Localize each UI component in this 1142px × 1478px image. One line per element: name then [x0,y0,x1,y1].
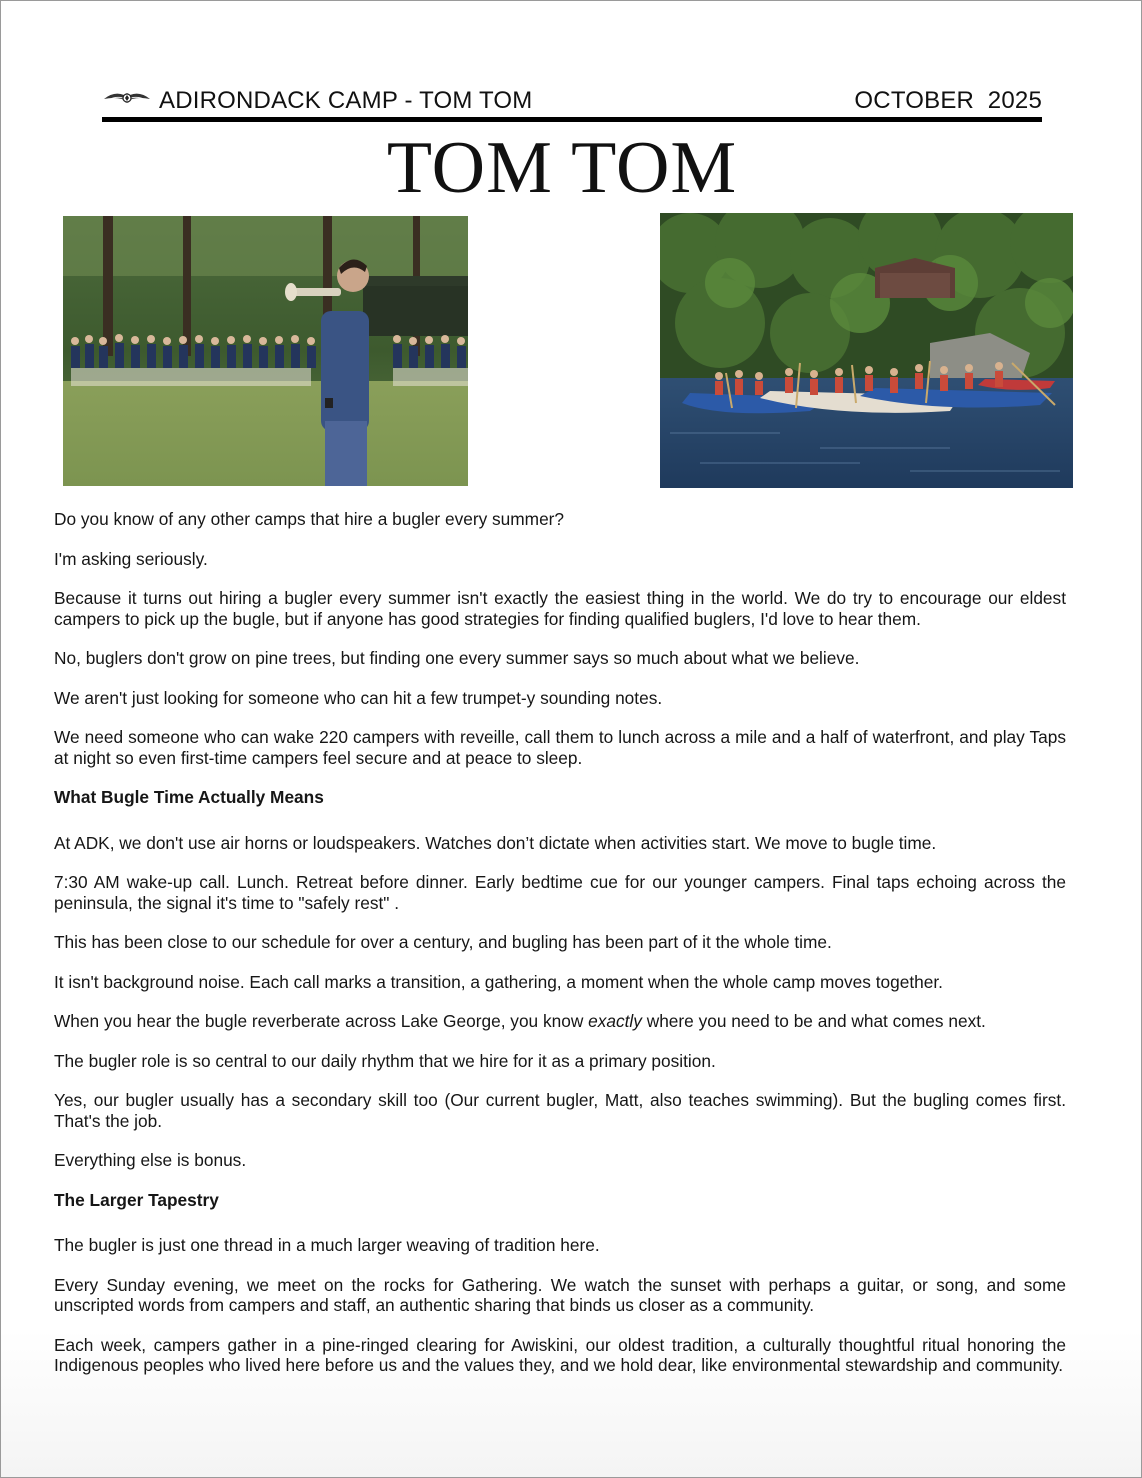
war-canoe-photo [660,213,1073,488]
article-body [54,509,1066,1395]
paragraph: No, buglers don't grow on pine trees, but finding one every summer says so much about what we believe. [54,648,860,668]
header-date: OCTOBER 2025 [854,87,1042,114]
paragraph [54,1011,1066,1032]
header-divider [102,117,1042,122]
section-heading: The Larger Tapestry [54,1189,219,1210]
paragraph: Yes, our bugler usually has a secondary skill too (Our current bugler, Matt, also teaches swimming). But the bugling comes first. That's the job. [54,1090,1066,1131]
paragraph: We need someone who can wake 220 campers with reveille, call them to lunch across a mile and a half of waterfront, and play Taps at night so even first-time campers feel secure and at peace to sleep. [54,727,1066,768]
paragraph: Do you know of any other camps that hire a bugler every summer? [54,509,565,529]
masthead-title: TOM TOM [386,127,738,209]
emphasis-text: exactly [588,1011,642,1031]
paragraph: I'm asking seriously. [54,548,208,569]
section-heading: What Bugle Time Actually Means [54,787,324,807]
paragraph: The bugler role is so central to our daily rhythm that we hire for it as a primary position. [54,1050,716,1071]
paragraph: The bugler is just one thread in a much larger weaving of tradition here. [54,1235,600,1255]
paragraph: Because it turns out hiring a bugler every summer isn't exactly the easiest thing in the world. We do try to encourage our eldest campers to pick up the bugle, but if anyone has good strategies for finding qualified buglers, I'd love to hear them. [54,588,1066,629]
paragraph: We aren't just looking for someone who can hit a few trumpet-y sounding notes. [54,687,663,708]
bugler-photo [63,216,468,486]
header-title: ADIRONDACK CAMP - TOM TOM [159,87,533,114]
paragraph: This has been close to our schedule for over a century, and bugling has been part of it the whole time. [54,932,832,952]
text-span: where you need to be and what comes next. [641,1011,986,1031]
text-span: When you hear the bugle reverberate across Lake George, you know [54,1011,589,1031]
paragraph: At ADK, we don't use air horns or loudspeakers. Watches don’t dictate when activities start. We move to bugle time. [54,832,937,853]
paragraph: Everything else is bonus. [54,1150,247,1170]
paragraph: Each week, campers gather in a pine-ringed clearing for Awiskini, our oldest tradition, a culturally thoughtful ritual honoring the Indigenous peoples who lived here before us and the values they, and we hold dear, like environmental stewardship and community. [54,1334,1066,1375]
paragraph: It isn't background noise. Each call marks a transition, a gathering, a moment when the whole camp moves together. [54,971,943,992]
paragraph: 7:30 AM wake-up call. Lunch. Retreat before dinner. Early bedtime cue for our younger campers. Final taps echoing across the peninsula, the signal it's time to "safely rest" . [54,872,1066,913]
newsletter-header [102,81,1042,125]
winged-emblem-icon [102,87,152,109]
paragraph: Every Sunday evening, we meet on the rocks for Gathering. We watch the sunset with perhaps a guitar, or song, and some unscripted words from campers and staff, an authentic sharing that binds us closer as a community. [54,1274,1066,1315]
